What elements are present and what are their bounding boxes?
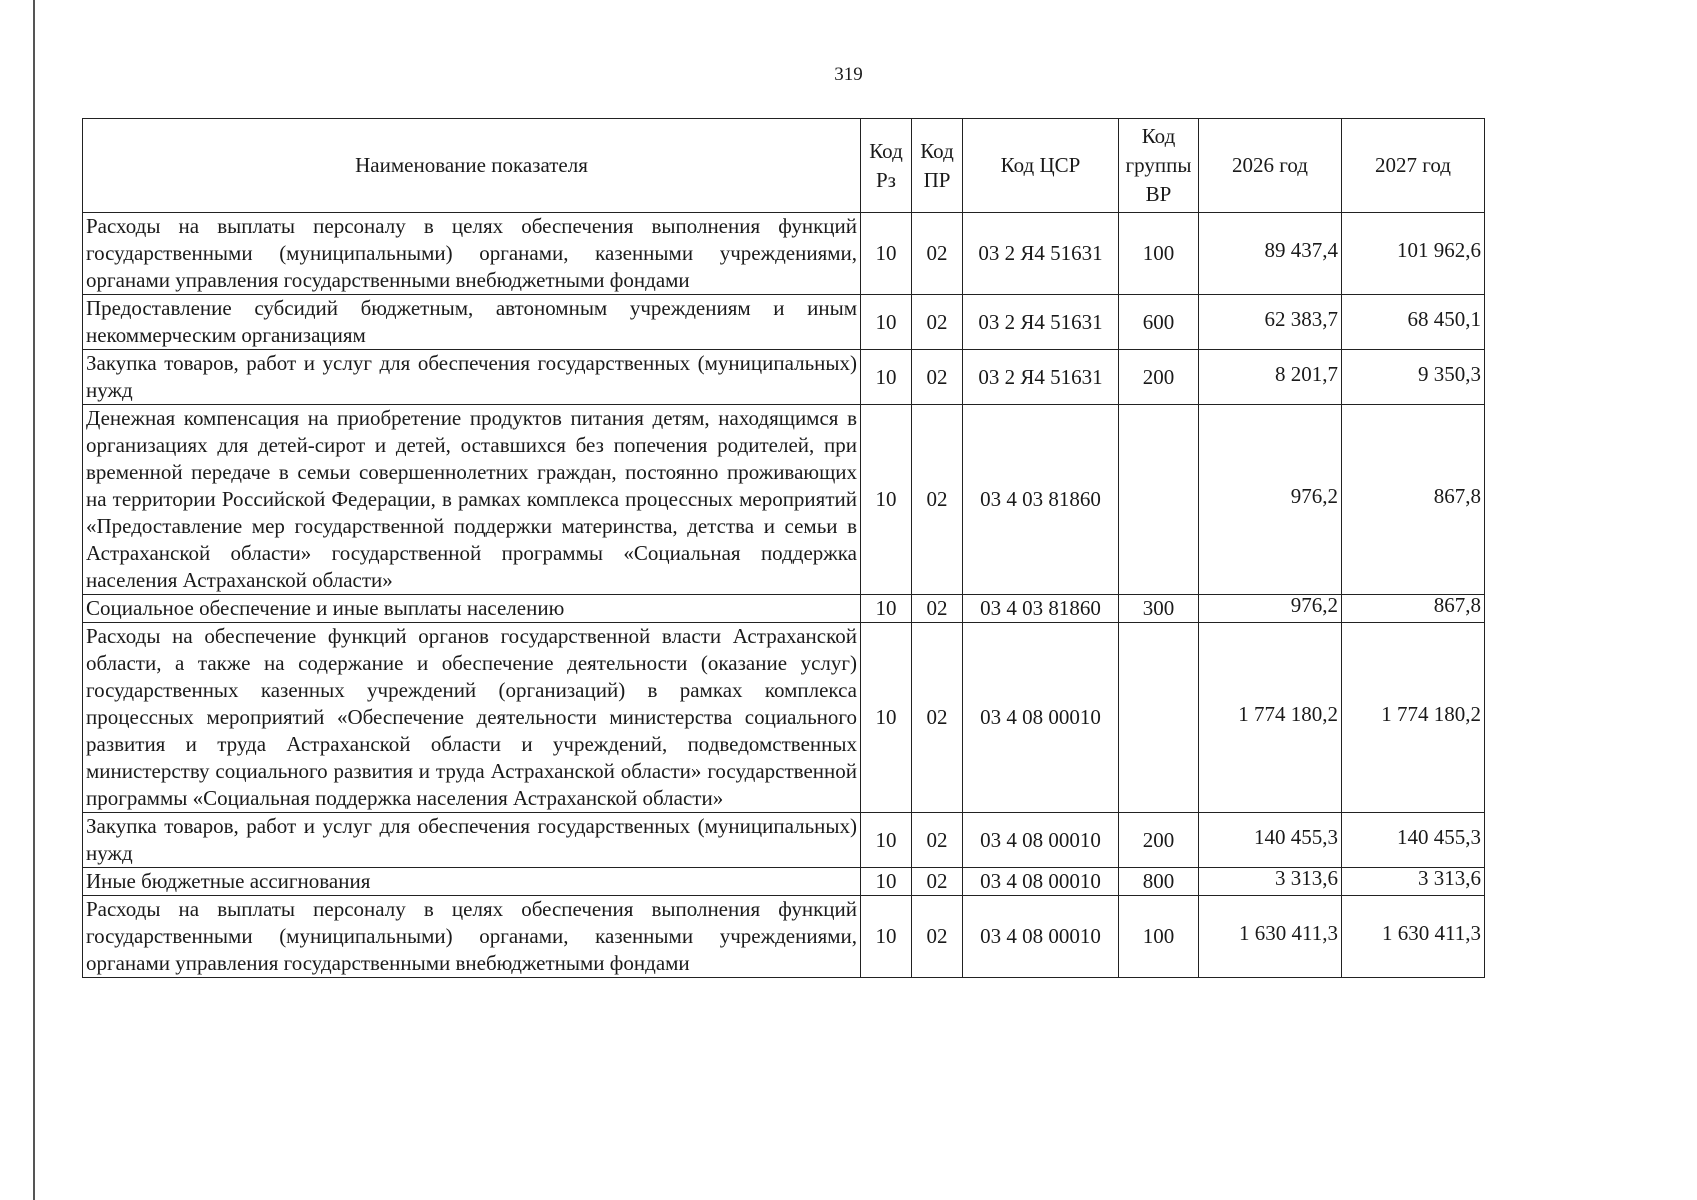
value-2026: 976,2	[1290, 593, 1338, 617]
row-csr: 03 2 Я4 51631	[963, 350, 1119, 405]
row-name: Денежная компенсация на приобретение продуктов питания детям, находящимся в организациях для детей-сирот и детей, оставшихся без попечения родителей, при временной передаче в семьи совершеннолетних граждан, постоянно проживающих на территории Российской Федерации, в рамках комплекса процессных мероприятий «Предоставление мер государственной поддержки материнства, детства и семьи в Астраханской области» государственной программы «Социальная поддержка населения Астраханской области»	[83, 405, 861, 595]
row-pr: 02	[912, 896, 963, 978]
row-vr	[1119, 623, 1199, 813]
row-csr: 03 4 03 81860	[963, 595, 1119, 623]
value-2026: 62 383,7	[1264, 306, 1338, 331]
header-2026: 2026 год	[1199, 119, 1342, 213]
value-2027: 140 455,3	[1397, 824, 1481, 849]
row-2026	[1199, 295, 1342, 350]
row-csr: 03 2 Я4 51631	[963, 213, 1119, 295]
row-vr: 100	[1119, 896, 1199, 978]
row-pr: 02	[912, 405, 963, 595]
header-vr: Код группы ВР	[1119, 119, 1199, 213]
row-2026	[1199, 813, 1342, 868]
row-2027	[1342, 350, 1485, 405]
row-name: Закупка товаров, работ и услуг для обеспечения государственных (муниципальных) нужд	[83, 350, 861, 405]
row-csr: 03 2 Я4 51631	[963, 295, 1119, 350]
row-2027	[1342, 595, 1485, 623]
value-2027: 9 350,3	[1418, 361, 1481, 386]
table-header-row	[83, 119, 1485, 213]
table-row	[83, 813, 1485, 868]
table-row	[83, 213, 1485, 295]
row-pr: 02	[912, 213, 963, 295]
table-row	[83, 623, 1485, 813]
row-2026	[1199, 868, 1342, 896]
row-name: Предоставление субсидий бюджетным, автономным учреждениям и иным некоммерческим организациям	[83, 295, 861, 350]
row-name: Расходы на выплаты персоналу в целях обеспечения выполнения функций государственными (муниципальными) органами, казенными учреждениями, органами управления государственными внебюджетными фондами	[83, 896, 861, 978]
row-rz: 10	[861, 623, 912, 813]
budget-table	[82, 118, 1485, 978]
row-csr: 03 4 08 00010	[963, 896, 1119, 978]
row-name: Расходы на обеспечение функций органов государственной власти Астраханской области, а также на содержание и обеспечение деятельности (оказание услуг) государственных казенных учреждений (организаций) в рамках комплекса процессных мероприятий «Обеспечение деятельности министерства социального развития и труда Астраханской области и учреждений, подведомственных министерству социального развития и труда Астраханской области» государственной программы «Социальная поддержка населения Астраханской области»	[83, 623, 861, 813]
row-pr: 02	[912, 295, 963, 350]
row-pr: 02	[912, 813, 963, 868]
row-vr: 100	[1119, 213, 1199, 295]
row-csr: 03 4 03 81860	[963, 405, 1119, 595]
binding-edge-line	[33, 0, 35, 1200]
row-2026	[1199, 595, 1342, 623]
value-2026: 8 201,7	[1275, 361, 1338, 386]
header-rz: Код Рз	[861, 119, 912, 213]
row-2027	[1342, 213, 1485, 295]
header-name: Наименование показателя	[83, 119, 861, 213]
value-2027: 3 313,6	[1418, 866, 1481, 890]
value-2026: 1 630 411,3	[1239, 921, 1338, 945]
value-2027: 1 774 180,2	[1381, 702, 1481, 726]
header-csr: Код ЦСР	[963, 119, 1119, 213]
row-csr: 03 4 08 00010	[963, 623, 1119, 813]
row-csr: 03 4 08 00010	[963, 813, 1119, 868]
value-2026: 1 774 180,2	[1238, 702, 1338, 726]
value-2027: 867,8	[1433, 593, 1481, 617]
value-2027: 101 962,6	[1397, 238, 1481, 262]
table-row	[83, 350, 1485, 405]
row-name: Социальное обеспечение и иные выплаты населению	[83, 595, 861, 623]
row-2027	[1342, 295, 1485, 350]
value-2027: 867,8	[1433, 484, 1481, 508]
row-rz: 10	[861, 896, 912, 978]
value-2027: 68 450,1	[1407, 306, 1481, 331]
row-2026	[1199, 896, 1342, 978]
table-row	[83, 896, 1485, 978]
row-2026	[1199, 213, 1342, 295]
row-vr: 800	[1119, 868, 1199, 896]
value-2027: 1 630 411,3	[1382, 921, 1481, 945]
row-pr: 02	[912, 595, 963, 623]
row-rz: 10	[861, 868, 912, 896]
header-2027: 2027 год	[1342, 119, 1485, 213]
value-2026: 89 437,4	[1264, 238, 1338, 262]
row-2026	[1199, 405, 1342, 595]
value-2026: 140 455,3	[1254, 824, 1338, 849]
table-row	[83, 295, 1485, 350]
row-2027	[1342, 405, 1485, 595]
row-vr: 200	[1119, 350, 1199, 405]
row-2026	[1199, 623, 1342, 813]
table-row	[83, 405, 1485, 595]
row-rz: 10	[861, 295, 912, 350]
row-vr: 300	[1119, 595, 1199, 623]
value-2026: 976,2	[1290, 484, 1338, 508]
row-name: Расходы на выплаты персоналу в целях обеспечения выполнения функций государственными (муниципальными) органами, казенными учреждениями, органами управления государственными внебюджетными фондами	[83, 213, 861, 295]
row-rz: 10	[861, 813, 912, 868]
table-row	[83, 868, 1485, 896]
row-2027	[1342, 623, 1485, 813]
row-2027	[1342, 896, 1485, 978]
row-name: Иные бюджетные ассигнования	[83, 868, 861, 896]
row-rz: 10	[861, 213, 912, 295]
header-pr: Код ПР	[912, 119, 963, 213]
row-vr: 200	[1119, 813, 1199, 868]
row-pr: 02	[912, 623, 963, 813]
row-name: Закупка товаров, работ и услуг для обеспечения государственных (муниципальных) нужд	[83, 813, 861, 868]
row-rz: 10	[861, 595, 912, 623]
row-csr: 03 4 08 00010	[963, 868, 1119, 896]
row-vr: 600	[1119, 295, 1199, 350]
row-vr	[1119, 405, 1199, 595]
row-rz: 10	[861, 350, 912, 405]
row-pr: 02	[912, 868, 963, 896]
row-rz: 10	[861, 405, 912, 595]
row-2027	[1342, 813, 1485, 868]
value-2026: 3 313,6	[1275, 866, 1338, 890]
page-number: 319	[834, 64, 863, 85]
row-2027	[1342, 868, 1485, 896]
table-row	[83, 595, 1485, 623]
row-2026	[1199, 350, 1342, 405]
row-pr: 02	[912, 350, 963, 405]
